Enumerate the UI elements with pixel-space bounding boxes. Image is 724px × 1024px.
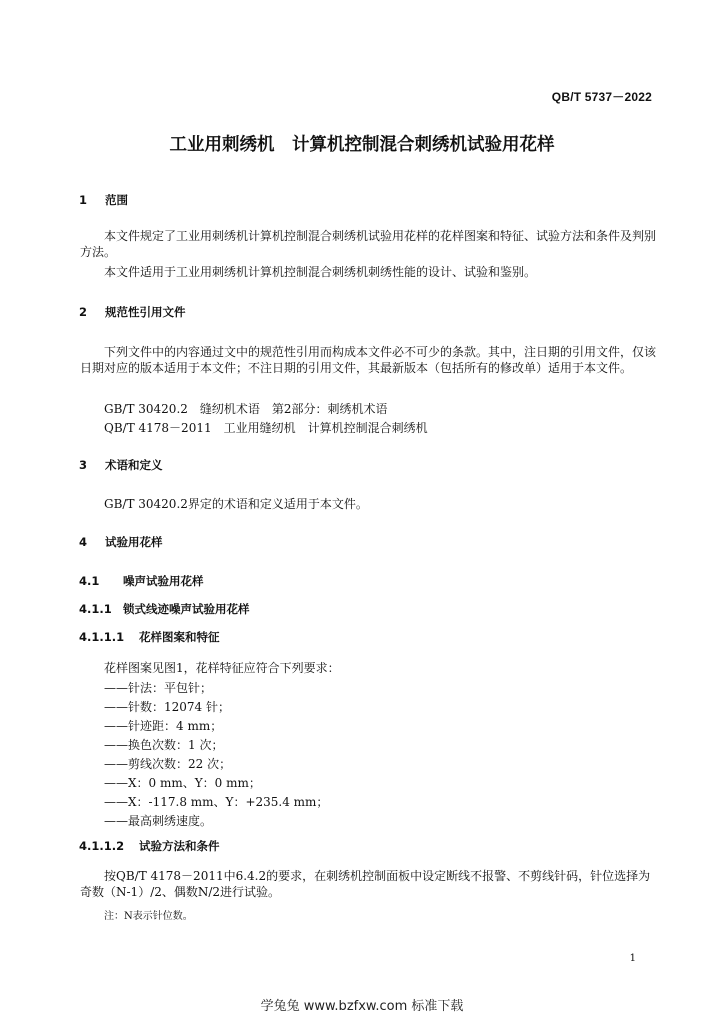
section-title: 规范性引用文件 — [105, 305, 186, 319]
list-item: ——剪线次数：22 次； — [104, 757, 232, 771]
section-title: 术语和定义 — [105, 458, 163, 472]
section-4-1-heading — [79, 573, 204, 589]
section-number: 4.1 — [79, 574, 100, 588]
note: 注：N表示针位数。 — [104, 911, 193, 922]
section-4-1-1-2-heading — [79, 838, 220, 854]
list-item: ——针迹距：4 mm； — [104, 719, 223, 733]
watermark-text: 学兔兔 www.bzfxw.com 标准下载 — [260, 999, 464, 1014]
section-title: 锁式线迹噪声试验用花样 — [123, 602, 250, 616]
document-title: 工业用刺绣机 计算机控制混合刺绣机试验用花样 — [169, 135, 555, 155]
normative-reference-2: QB/T 4178－2011 工业用缝纫机 计算机控制混合刺绣机 — [104, 421, 428, 435]
section-number: 4.1.1.1 — [79, 630, 125, 644]
list-item: ——针法：平包针； — [104, 681, 213, 695]
section-number: 2 — [79, 305, 88, 319]
section-3-heading — [79, 457, 163, 473]
normative-reference-1: GB/T 30420.2 缝纫机术语 第2部分：刺绣机术语 — [104, 402, 388, 416]
section-4-heading — [79, 534, 163, 550]
section-title: 范围 — [105, 193, 128, 207]
standard-code: QB/T 5737－2022 — [551, 90, 652, 104]
section-number: 4.1.1 — [79, 602, 112, 616]
terms-paragraph: GB/T 30420.2界定的术语和定义适用于本文件。 — [104, 497, 368, 511]
scope-paragraph-1: 本文件规定了工业用刺绣机计算机控制混合刺绣机试验用花样的花样图案和特征、试验方法和条件及判别方法。 — [80, 229, 657, 259]
list-item: ——最高刺绣速度。 — [104, 814, 213, 828]
section-number: 3 — [79, 458, 88, 472]
test-method-paragraph: 按QB/T 4178－2011中6.4.2的要求，在刺绣机控制面板中设定断线不报警、不剪线针码，针位选择为奇数（N-1）/2、偶数N/2进行试验。 — [80, 869, 651, 899]
list-item: ——X：-117.8 mm、Y：+235.4 mm； — [104, 795, 329, 809]
section-title: 噪声试验用花样 — [123, 574, 204, 588]
list-item: ——针数：12074 针； — [104, 700, 230, 714]
section-title: 试验方法和条件 — [139, 839, 220, 853]
pattern-intro: 花样图案见图1，花样特征应符合下列要求： — [104, 661, 340, 675]
scope-paragraph-2: 本文件适用于工业用刺绣机计算机控制混合刺绣机刺绣性能的设计、试验和鉴别。 — [104, 265, 537, 279]
section-4-1-1-heading — [79, 601, 250, 617]
section-title: 试验用花样 — [105, 535, 163, 549]
section-4-1-1-1-heading — [79, 629, 220, 645]
list-item: ——X：0 mm、Y：0 mm； — [104, 776, 261, 790]
section-number: 4.1.1.2 — [79, 839, 125, 853]
section-2-heading — [79, 304, 186, 320]
page-number: 1 — [629, 953, 636, 964]
normative-paragraph: 下列文件中的内容通过文中的规范性引用而构成本文件必不可少的条款。其中，注日期的引用文件，仅该日期对应的版本适用于本文件；不注日期的引用文件，其最新版本（包括所有的修改单）适用于本文件。 — [80, 345, 657, 375]
section-title: 花样图案和特征 — [139, 630, 220, 644]
section-1-heading — [79, 192, 128, 208]
list-item: ——换色次数：1 次； — [104, 738, 224, 752]
section-number: 1 — [79, 193, 88, 207]
section-number: 4 — [79, 535, 88, 549]
